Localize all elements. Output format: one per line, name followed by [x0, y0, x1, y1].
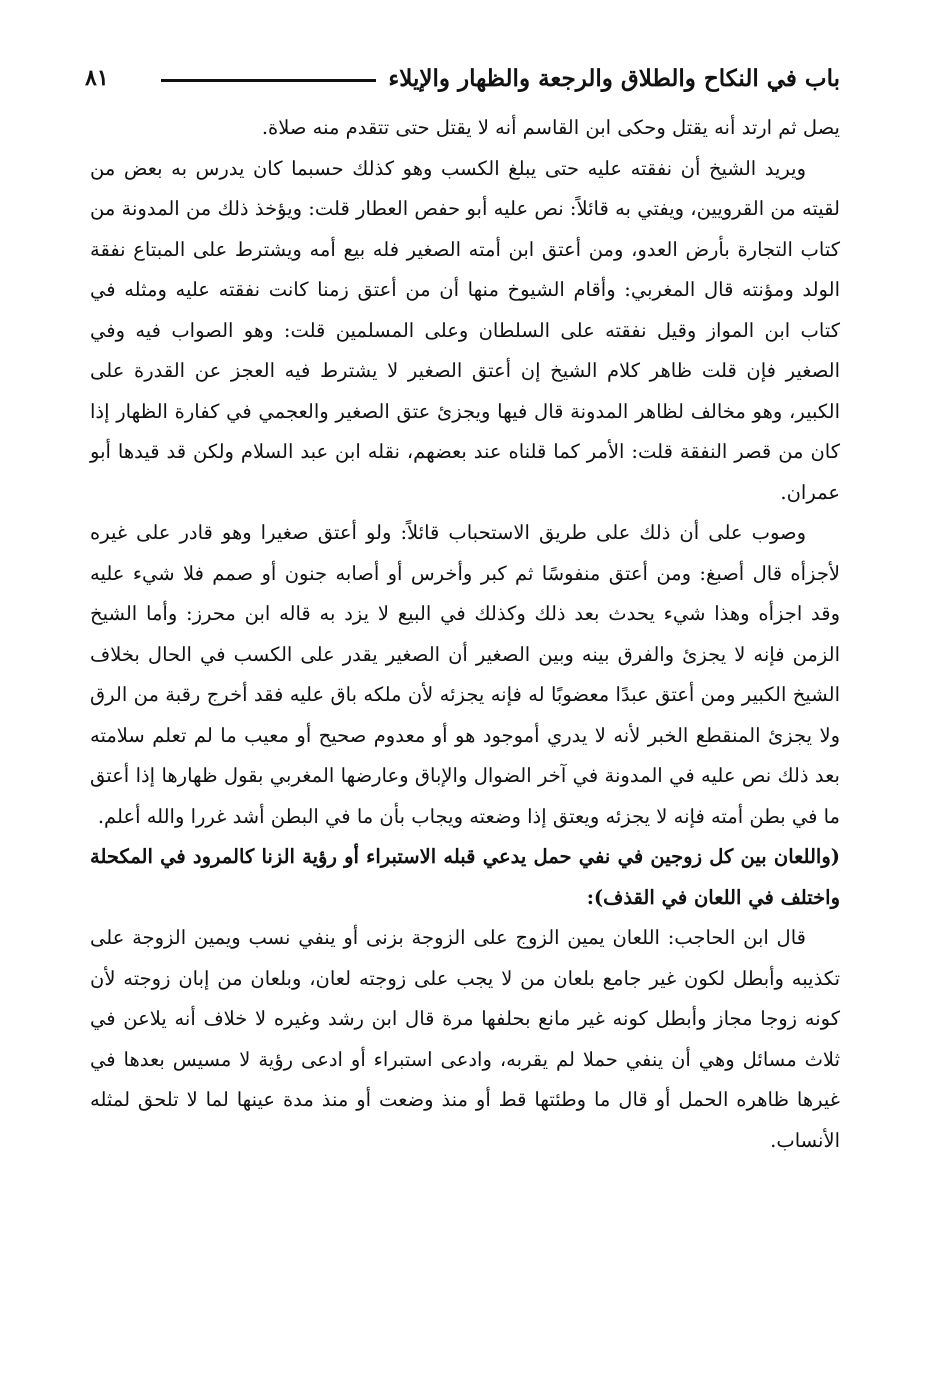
- header-rule: [161, 79, 376, 82]
- paragraph-5: قال ابن الحاجب: اللعان يمين الزوج على الزوجة بزنى أو ينفي نسب ويمين الزوجة على تكذيبه وأبطل لكون غير جامع بلعان من لا يجب على زوجته لعان، وبلعان من إبان زوجته لأن كونه زوجا مجاز وأبطل كونه غير مانع بحلفها مرة قال ابن رشد وغيره لا خلاف أنه يلاعن في ثلاث مسائل وهي أن ينفي حملا لم يقربه، وادعى استبراء أو ادعى رؤية لا مسيس بعدها في غيرها ظاهره الحمل أو قال ما وطئتها قط أو منذ وضعت أو منذ مدة عينها لما لا تلحق لمثله الأنساب.: [90, 926, 840, 1152]
- paragraph-2: ويريد الشيخ أن نفقته عليه حتى يبلغ الكسب وهو كذلك حسبما كان يدرس به بعض من لقيته من القرويين، ويفتي به قائلاً: نص عليه أبو حفص العطار قلت: ويؤخذ ذلك من المدونة من كتاب التجارة بأرض العدو، ومن أعتق ابن أمته الصغير فله بيع أمه ويشترط على المبتاع نفقة الولد ومؤنته قال المغربي: وأقام الشيوخ منها أن من أعتق زمنا كانت نفقته عليه ومثله في كتاب ابن المواز وقيل نفقته على السلطان وعلى المسلمين قلت: وهو الصواب فيه وفي الصغير فإن قلت ظاهر كلام الشيخ إن أعتق الصغير لا يشترط فيه العجز عن القدرة على الكبير، وهو مخالف لظاهر المدونة قال فيها ويجزئ عتق الصغير والعجمي في كفارة الظهار إذا كان من قصر النفقة قلت: الأمر كما قلناه عند بعضهم، نقله ابن عبد السلام ولكن قد قيدها أبو عمران.: [90, 156, 840, 504]
- paragraph-4-bold-heading: (واللعان بين كل زوجين في نفي حمل يدعي قبله الاستبراء أو رؤية الزنا كالمرود في المكحلة واختلف في اللعان في القذف):: [90, 845, 840, 909]
- page-number: ٨١: [85, 65, 109, 91]
- page-body: [90, 108, 840, 1161]
- paragraph-3: وصوب على أن ذلك على طريق الاستحباب قائلاً: ولو أعتق صغيرا وهو قادر على غيره لأجزأه قال أصبغ: ومن أعتق منفوسًا ثم كبر وأخرس أو أصابه جنون أو صمم فلا شيء عليه وقد اجزأه وهذا شيء يحدث بعد ذلك وكذلك في البيع لا يزد به قاله ابن محرز: وأما الشيخ الزمن فإنه لا يجزئ والفرق بينه وبين الصغير أن الصغير يقدر على الكسب في الحال بخلاف الشيخ الكبير ومن أعتق عبدًا معضوبًا له فإنه يجزئه لأن ملكه باق عليه فقد أخرج رقبة من الرق ولا يجزئ المنقطع الخبر لأنه لا يدري أموجود هو أو معدوم صحيح أو معيب ما لم تعلم سلامته بعد ذلك نص عليه في المدونة في آخر الضوال والإباق وعارضها المغربي بقول ظهارها إذا أعتق ما في بطن أمته فإنه لا يجزئه ويعتق إذا وضعته ويجاب بأن ما في البطن أشد غررا والله أعلم.: [90, 521, 840, 828]
- running-title: باب في النكاح والطلاق والرجعة والظهار والإيلاء: [388, 64, 840, 92]
- page-header: [85, 58, 840, 98]
- paragraph-1: يصل ثم ارتد أنه يقتل وحكى ابن القاسم أنه لا يقتل حتى تتقدم منه صلاة.: [261, 116, 840, 139]
